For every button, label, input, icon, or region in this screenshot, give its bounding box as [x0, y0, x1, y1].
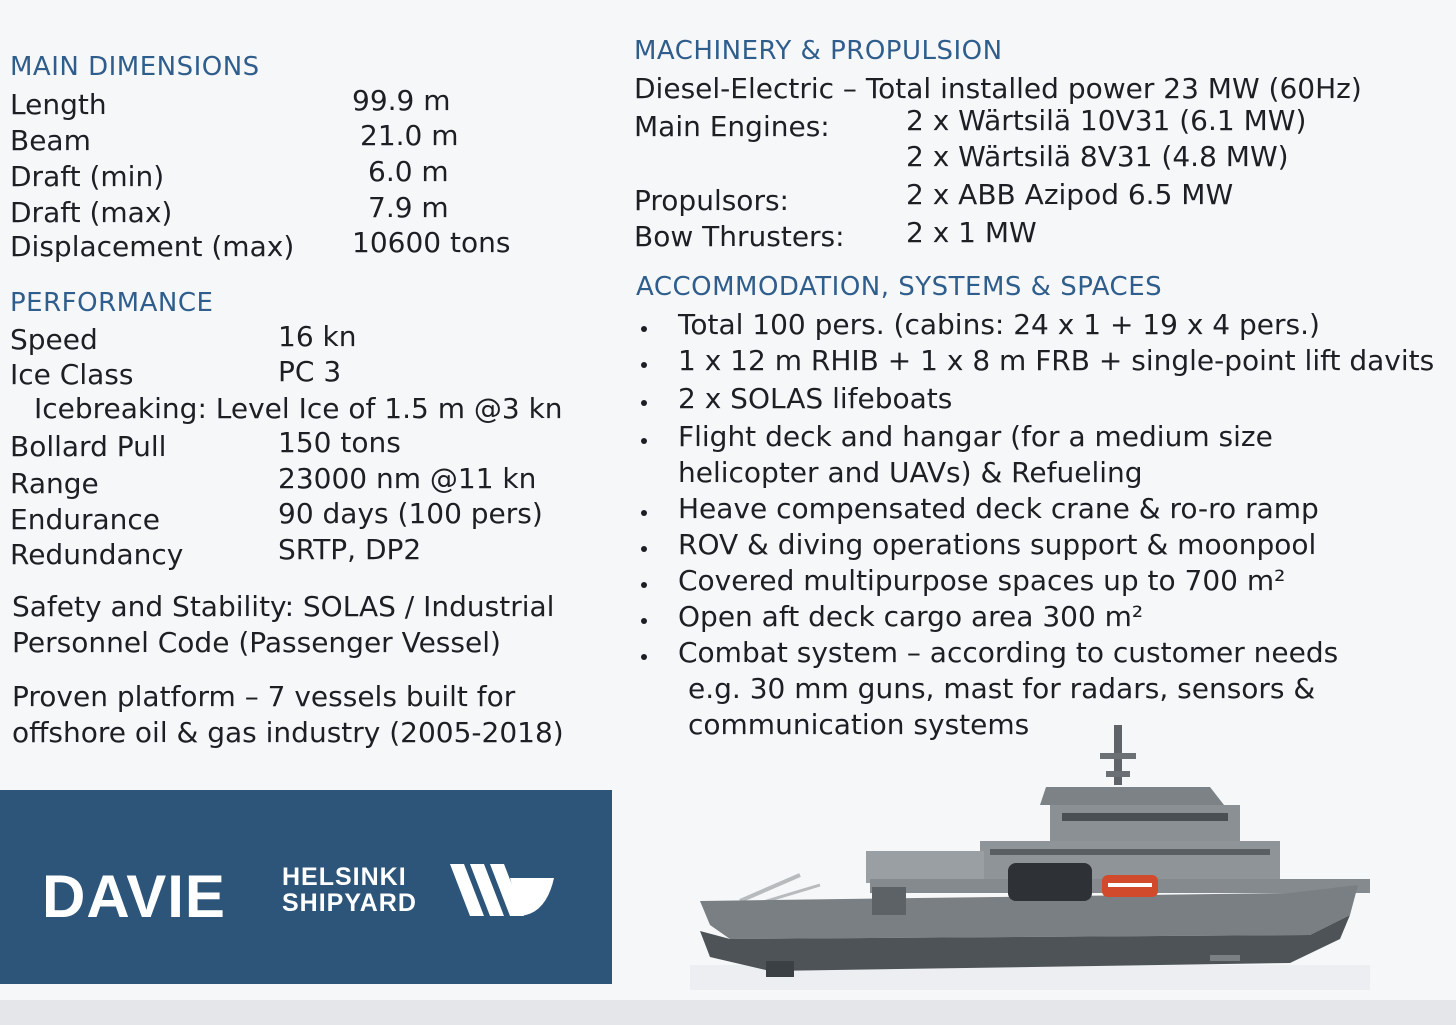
- ship-illustration: [690, 725, 1370, 990]
- safety-line-1: Safety and Stability: SOLAS / Industrial: [12, 590, 555, 623]
- acc-bullet-4b: helicopter and UAVs) & Refueling: [678, 456, 1143, 489]
- dim-label-length: Length: [10, 88, 107, 121]
- dim-label-beam: Beam: [10, 124, 91, 157]
- proven-line-1: Proven platform – 7 vessels built for: [12, 680, 516, 713]
- safety-line-2: Personnel Code (Passenger Vessel): [12, 626, 501, 659]
- machinery-engines-1: 2 x Wärtsilä 10V31 (6.1 MW): [906, 104, 1307, 137]
- bullet-dot: [641, 618, 647, 624]
- perf-value-ice-class: PC 3: [278, 355, 342, 388]
- acc-bullet-7: Covered multipurpose spaces up to 700 m²: [678, 564, 1286, 597]
- machinery-thrusters-value: 2 x 1 MW: [906, 216, 1037, 249]
- acc-bullet-4a: Flight deck and hangar (for a medium size: [678, 420, 1273, 453]
- bullet-dot: [641, 326, 647, 332]
- acc-bullet-8: Open aft deck cargo area 300 m²: [678, 600, 1144, 633]
- acc-bullet-9c: communication systems: [688, 708, 1030, 741]
- bullet-dot: [641, 400, 647, 406]
- proven-line-2: offshore oil & gas industry (2005-2018): [12, 716, 564, 749]
- acc-bullet-6: ROV & diving operations support & moonpool: [678, 528, 1317, 561]
- machinery-engines-2: 2 x Wärtsilä 8V31 (4.8 MW): [906, 140, 1289, 173]
- dim-label-draft-max: Draft (max): [10, 196, 173, 229]
- bullet-dot: [641, 546, 647, 552]
- machinery-propulsors-label: Propulsors:: [634, 184, 789, 217]
- perf-label-bollard: Bollard Pull: [10, 430, 167, 463]
- acc-bullet-1: Total 100 pers. (cabins: 24 x 1 + 19 x 4 pers.): [678, 308, 1320, 341]
- dim-value-displacement: 10600 tons: [352, 226, 511, 259]
- bullet-dot: [641, 438, 647, 444]
- helsinki-shipyard-logo: [282, 864, 417, 916]
- machinery-propulsors-value: 2 x ABB Azipod 6.5 MW: [906, 178, 1234, 211]
- davie-logo: DAVIE: [42, 863, 226, 930]
- main-dimensions-heading: MAIN DIMENSIONS: [10, 52, 260, 82]
- helsinki-shipyard-mark-icon: [450, 864, 560, 920]
- perf-label-redundancy: Redundancy: [10, 538, 184, 571]
- bullet-dot: [641, 654, 647, 660]
- bullet-dot: [641, 362, 647, 368]
- perf-label-ice-class: Ice Class: [10, 358, 134, 391]
- dim-value-draft-max: 7.9 m: [368, 191, 449, 224]
- performance-heading: PERFORMANCE: [10, 288, 214, 318]
- dim-value-length: 99.9 m: [352, 84, 451, 117]
- perf-value-speed: 16 kn: [278, 320, 357, 353]
- accommodation-heading: ACCOMMODATION, SYSTEMS & SPACES: [636, 272, 1163, 302]
- machinery-engines-label: Main Engines:: [634, 110, 830, 143]
- perf-value-endurance: 90 days (100 pers): [278, 497, 543, 530]
- acc-bullet-5: Heave compensated deck crane & ro-ro ramp: [678, 492, 1319, 525]
- machinery-diesel-electric: Diesel-Electric – Total installed power 23 MW (60Hz): [634, 72, 1362, 105]
- acc-bullet-3: 2 x SOLAS lifeboats: [678, 382, 953, 415]
- perf-label-speed: Speed: [10, 323, 98, 356]
- machinery-heading: MACHINERY & PROPULSION: [634, 36, 1003, 66]
- dim-value-draft-min: 6.0 m: [368, 155, 449, 188]
- dim-label-displacement: Displacement (max): [10, 230, 295, 263]
- bottom-edge: [0, 1000, 1456, 1025]
- machinery-thrusters-label: Bow Thrusters:: [634, 220, 845, 253]
- helsinki-text: HELSINKI: [282, 863, 407, 891]
- acc-bullet-9a: Combat system – according to customer needs: [678, 636, 1339, 669]
- perf-value-range: 23000 nm @11 kn: [278, 462, 537, 495]
- perf-label-range: Range: [10, 467, 99, 500]
- bullet-dot: [641, 582, 647, 588]
- dim-label-draft-min: Draft (min): [10, 160, 165, 193]
- acc-bullet-2: 1 x 12 m RHIB + 1 x 8 m FRB + single-point lift davits: [678, 344, 1435, 377]
- perf-label-endurance: Endurance: [10, 503, 160, 536]
- acc-bullet-9b: e.g. 30 mm guns, mast for radars, sensors &: [688, 672, 1316, 705]
- perf-icebreaking: Icebreaking: Level Ice of 1.5 m @3 kn: [34, 392, 563, 425]
- perf-value-redundancy: SRTP, DP2: [278, 533, 422, 566]
- perf-value-bollard: 150 tons: [278, 426, 401, 459]
- bullet-dot: [641, 510, 647, 516]
- shipyard-text: SHIPYARD: [282, 889, 417, 917]
- dim-value-beam: 21.0 m: [360, 119, 459, 152]
